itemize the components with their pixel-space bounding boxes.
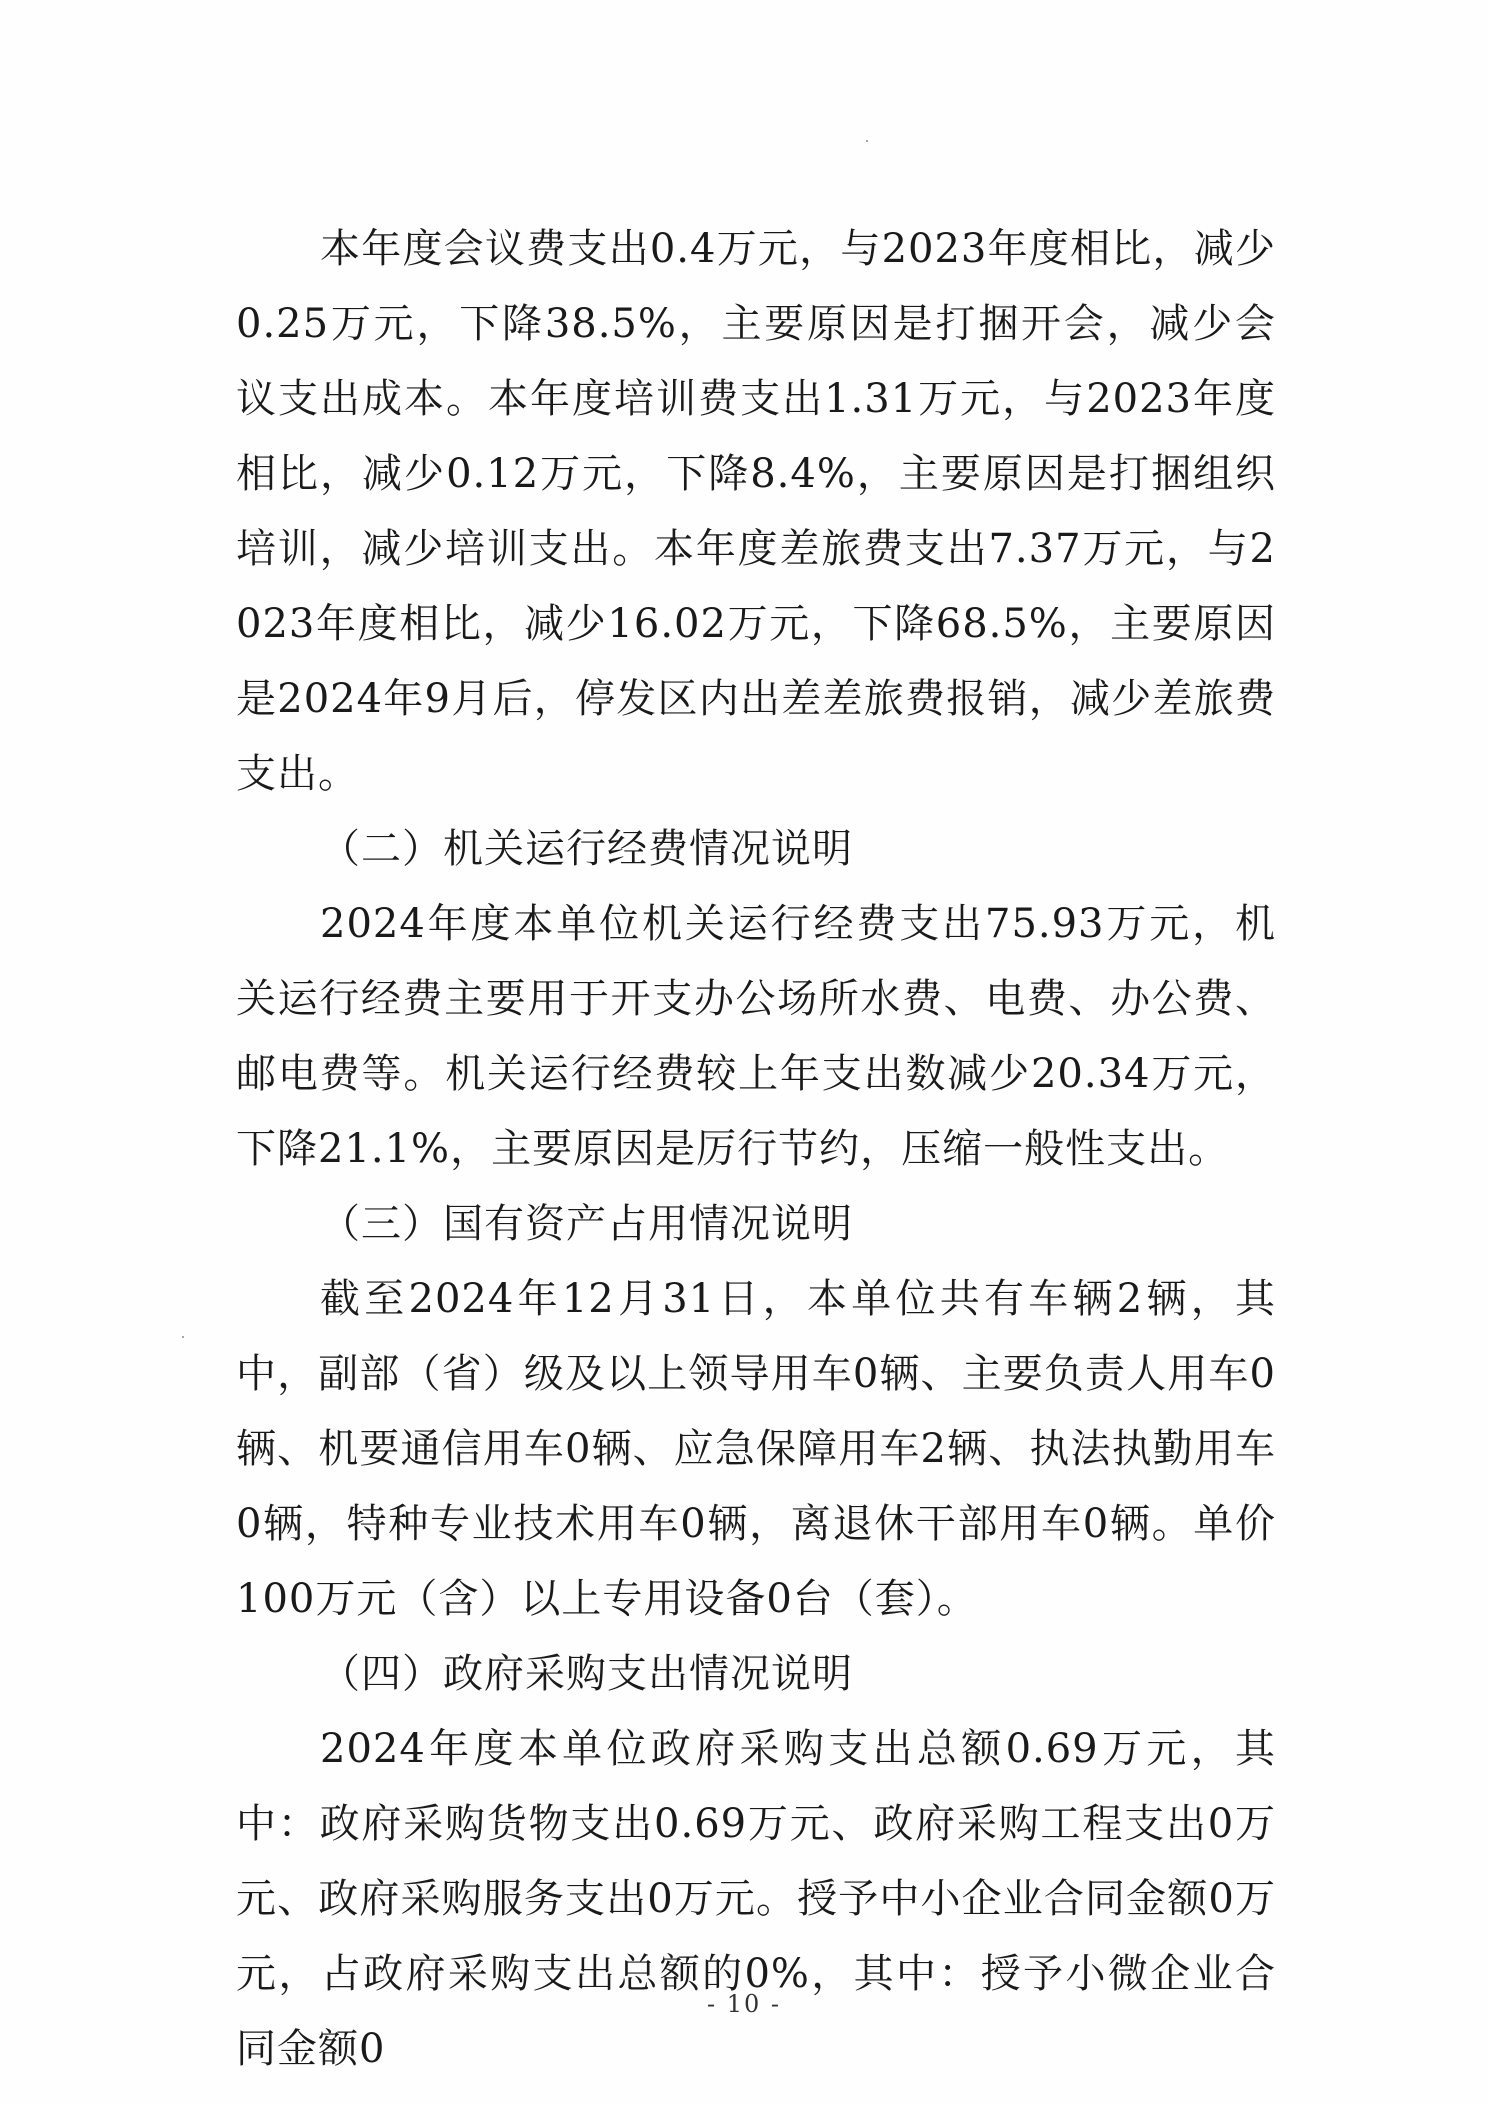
section-heading-procurement: （四）政府采购支出情况说明 xyxy=(320,1651,853,1697)
scan-speck xyxy=(866,140,868,142)
page-number: - 10 - xyxy=(706,1990,781,2018)
section-heading-state-assets: （三）国有资产占用情况说明 xyxy=(320,1201,853,1247)
scan-speck xyxy=(182,1336,184,1338)
document-body xyxy=(236,212,1276,2087)
paragraph-operating-funds: 2024年度本单位机关运行经费支出75.93万元，机关运行经费主要用于开支办公场所水费、电费、办公费、邮电费等。机关运行经费较上年支出数减少20.34万元，下降21.1%，主要原因是厉行节约，压缩一般性支出。 xyxy=(236,901,1276,1172)
paragraph-travel-expenses: 本年度会议费支出0.4万元，与2023年度相比，减少0.25万元，下降38.5%，主要原因是打捆开会，减少会议支出成本。本年度培训费支出1.31万元，与2023年度相比，减少0.12万元，下降8.4%，主要原因是打捆组织培训，减少培训支出。本年度差旅费支出7.37万元，与2023年度相比，减少16.02万元，下降68.5%，主要原因是2024年9月后，停发区内出差差旅费报销，减少差旅费支出。 xyxy=(236,226,1276,797)
section-heading-operating-funds: （二）机关运行经费情况说明 xyxy=(320,826,853,872)
paragraph-state-assets: 截至2024年12月31日，本单位共有车辆2辆，其中，副部（省）级及以上领导用车0辆、主要负责人用车0辆、机要通信用车0辆、应急保障用车2辆、执法执勤用车0辆，特种专业技术用车0辆，离退休干部用车0辆。单价100万元（含）以上专用设备0台（套）。 xyxy=(236,1276,1276,1622)
paragraph-procurement: 2024年度本单位政府采购支出总额0.69万元，其中：政府采购货物支出0.69万元、政府采购工程支出0万元、政府采购服务支出0万元。授予中小企业合同金额0万元，占政府采购支出总额的0%，其中：授予小微企业合同金额0 xyxy=(236,1726,1276,2072)
